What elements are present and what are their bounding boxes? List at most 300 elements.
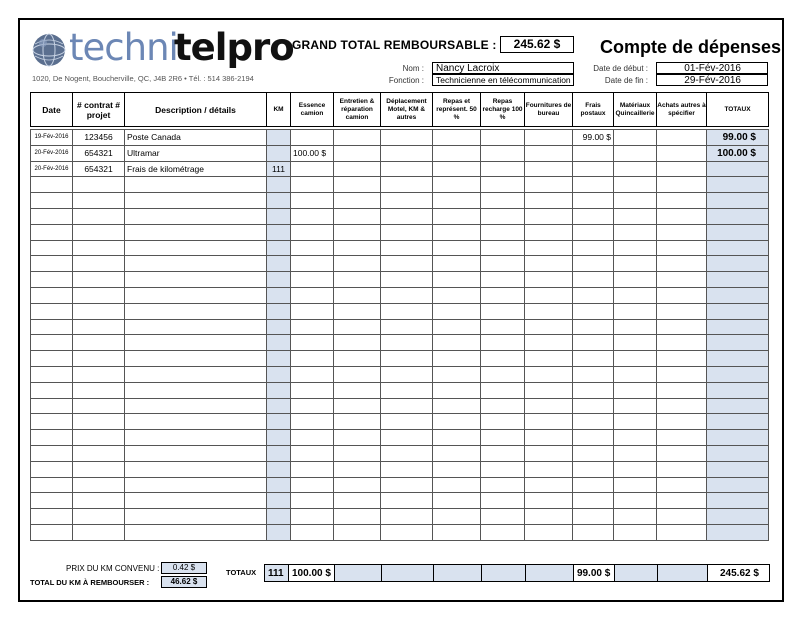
- cell-contrat[interactable]: [73, 398, 125, 414]
- cell-date[interactable]: [31, 509, 73, 525]
- cell-repas-50[interactable]: [433, 193, 481, 209]
- cell-postaux[interactable]: [573, 272, 614, 288]
- cell-essence[interactable]: [291, 493, 334, 509]
- cell-fournitures[interactable]: [525, 161, 573, 177]
- cell-repas-50[interactable]: [433, 398, 481, 414]
- cell-postaux[interactable]: [573, 398, 614, 414]
- cell-essence[interactable]: [291, 445, 334, 461]
- cell-totaux[interactable]: [707, 224, 769, 240]
- cell-description[interactable]: [125, 430, 267, 446]
- cell-repas-50[interactable]: [433, 382, 481, 398]
- cell-date[interactable]: [31, 208, 73, 224]
- cell-deplacement[interactable]: [381, 240, 433, 256]
- cell-fournitures[interactable]: [525, 335, 573, 351]
- cell-achats[interactable]: [657, 414, 707, 430]
- cell-km[interactable]: [267, 351, 291, 367]
- cell-deplacement[interactable]: [381, 161, 433, 177]
- cell-km[interactable]: [267, 303, 291, 319]
- cell-essence[interactable]: [291, 319, 334, 335]
- cell-deplacement[interactable]: [381, 145, 433, 161]
- cell-fournitures[interactable]: [525, 351, 573, 367]
- cell-totaux[interactable]: [707, 161, 769, 177]
- cell-contrat[interactable]: [73, 445, 125, 461]
- cell-postaux[interactable]: [573, 193, 614, 209]
- cell-materiaux[interactable]: [614, 398, 657, 414]
- cell-totaux[interactable]: [707, 351, 769, 367]
- cell-deplacement[interactable]: [381, 303, 433, 319]
- cell-fournitures[interactable]: [525, 319, 573, 335]
- cell-description[interactable]: [125, 351, 267, 367]
- cell-materiaux[interactable]: [614, 240, 657, 256]
- cell-repas-100[interactable]: [481, 240, 525, 256]
- cell-entretien[interactable]: [334, 351, 381, 367]
- cell-description[interactable]: [125, 477, 267, 493]
- cell-date[interactable]: [31, 224, 73, 240]
- cell-repas-50[interactable]: [433, 477, 481, 493]
- cell-totaux[interactable]: [707, 177, 769, 193]
- cell-achats[interactable]: [657, 335, 707, 351]
- cell-repas-50[interactable]: [433, 461, 481, 477]
- cell-km[interactable]: [267, 366, 291, 382]
- cell-entretien[interactable]: [334, 303, 381, 319]
- cell-totaux[interactable]: [707, 430, 769, 446]
- cell-date[interactable]: [31, 303, 73, 319]
- cell-km[interactable]: [267, 208, 291, 224]
- cell-km[interactable]: [267, 335, 291, 351]
- cell-essence[interactable]: [291, 272, 334, 288]
- cell-repas-50[interactable]: [433, 224, 481, 240]
- cell-repas-100[interactable]: [481, 382, 525, 398]
- cell-contrat[interactable]: [73, 256, 125, 272]
- cell-date[interactable]: [31, 351, 73, 367]
- cell-contrat[interactable]: [73, 287, 125, 303]
- cell-repas-100[interactable]: [481, 319, 525, 335]
- cell-essence[interactable]: [291, 224, 334, 240]
- cell-deplacement[interactable]: [381, 272, 433, 288]
- cell-deplacement[interactable]: [381, 382, 433, 398]
- cell-description[interactable]: [125, 256, 267, 272]
- cell-totaux[interactable]: [707, 319, 769, 335]
- cell-repas-100[interactable]: [481, 398, 525, 414]
- cell-fournitures[interactable]: [525, 524, 573, 540]
- cell-entretien[interactable]: [334, 208, 381, 224]
- cell-deplacement[interactable]: [381, 208, 433, 224]
- cell-description[interactable]: [125, 319, 267, 335]
- cell-fournitures[interactable]: [525, 414, 573, 430]
- cell-totaux[interactable]: [707, 493, 769, 509]
- cell-deplacement[interactable]: [381, 335, 433, 351]
- cell-postaux[interactable]: [573, 240, 614, 256]
- cell-materiaux[interactable]: [614, 208, 657, 224]
- cell-date[interactable]: [31, 272, 73, 288]
- cell-totaux[interactable]: [707, 414, 769, 430]
- cell-entretien[interactable]: [334, 224, 381, 240]
- cell-description[interactable]: [125, 366, 267, 382]
- cell-postaux[interactable]: [573, 287, 614, 303]
- cell-materiaux[interactable]: [614, 509, 657, 525]
- cell-deplacement[interactable]: [381, 177, 433, 193]
- cell-essence[interactable]: [291, 461, 334, 477]
- cell-essence[interactable]: [291, 524, 334, 540]
- cell-repas-50[interactable]: [433, 161, 481, 177]
- cell-deplacement[interactable]: [381, 351, 433, 367]
- cell-km[interactable]: [267, 145, 291, 161]
- cell-km[interactable]: [267, 130, 291, 146]
- cell-repas-100[interactable]: [481, 335, 525, 351]
- cell-km[interactable]: [267, 524, 291, 540]
- cell-achats[interactable]: [657, 461, 707, 477]
- cell-description[interactable]: [125, 382, 267, 398]
- cell-repas-50[interactable]: [433, 509, 481, 525]
- cell-totaux[interactable]: [707, 382, 769, 398]
- cell-postaux[interactable]: [573, 335, 614, 351]
- cell-date[interactable]: [31, 177, 73, 193]
- cell-totaux[interactable]: [707, 240, 769, 256]
- cell-km[interactable]: [267, 319, 291, 335]
- cell-repas-50[interactable]: [433, 351, 481, 367]
- cell-date[interactable]: [31, 398, 73, 414]
- cell-totaux[interactable]: [707, 287, 769, 303]
- cell-fournitures[interactable]: [525, 177, 573, 193]
- cell-repas-100[interactable]: [481, 272, 525, 288]
- cell-fournitures[interactable]: [525, 240, 573, 256]
- cell-totaux[interactable]: 100.00 $: [707, 145, 769, 161]
- cell-entretien[interactable]: [334, 319, 381, 335]
- cell-fournitures[interactable]: [525, 366, 573, 382]
- cell-km[interactable]: [267, 193, 291, 209]
- cell-essence[interactable]: [291, 208, 334, 224]
- cell-entretien[interactable]: [334, 445, 381, 461]
- cell-date[interactable]: 20-Fév-2016: [31, 145, 73, 161]
- cell-description[interactable]: Poste Canada: [125, 130, 267, 146]
- cell-materiaux[interactable]: [614, 445, 657, 461]
- cell-repas-100[interactable]: [481, 256, 525, 272]
- cell-km[interactable]: [267, 398, 291, 414]
- cell-contrat[interactable]: [73, 493, 125, 509]
- cell-achats[interactable]: [657, 193, 707, 209]
- cell-entretien[interactable]: [334, 272, 381, 288]
- cell-description[interactable]: [125, 398, 267, 414]
- cell-achats[interactable]: [657, 208, 707, 224]
- cell-repas-100[interactable]: [481, 193, 525, 209]
- cell-repas-50[interactable]: [433, 208, 481, 224]
- cell-km[interactable]: [267, 414, 291, 430]
- cell-entretien[interactable]: [334, 240, 381, 256]
- cell-deplacement[interactable]: [381, 430, 433, 446]
- cell-fournitures[interactable]: [525, 193, 573, 209]
- cell-contrat[interactable]: [73, 177, 125, 193]
- cell-contrat[interactable]: [73, 272, 125, 288]
- cell-repas-50[interactable]: [433, 335, 481, 351]
- cell-contrat[interactable]: [73, 382, 125, 398]
- cell-repas-50[interactable]: [433, 430, 481, 446]
- cell-essence[interactable]: [291, 351, 334, 367]
- cell-postaux[interactable]: [573, 382, 614, 398]
- cell-contrat[interactable]: [73, 335, 125, 351]
- cell-contrat[interactable]: [73, 303, 125, 319]
- cell-repas-100[interactable]: [481, 524, 525, 540]
- cell-totaux[interactable]: [707, 335, 769, 351]
- cell-materiaux[interactable]: [614, 287, 657, 303]
- cell-materiaux[interactable]: [614, 319, 657, 335]
- cell-repas-50[interactable]: [433, 256, 481, 272]
- cell-repas-100[interactable]: [481, 430, 525, 446]
- cell-entretien[interactable]: [334, 493, 381, 509]
- cell-entretien[interactable]: [334, 177, 381, 193]
- cell-postaux[interactable]: [573, 509, 614, 525]
- cell-repas-100[interactable]: [481, 224, 525, 240]
- cell-repas-100[interactable]: [481, 145, 525, 161]
- cell-repas-100[interactable]: [481, 303, 525, 319]
- cell-fournitures[interactable]: [525, 224, 573, 240]
- cell-contrat[interactable]: [73, 461, 125, 477]
- cell-materiaux[interactable]: [614, 366, 657, 382]
- cell-postaux[interactable]: [573, 319, 614, 335]
- cell-achats[interactable]: [657, 509, 707, 525]
- cell-date[interactable]: [31, 524, 73, 540]
- cell-entretien[interactable]: [334, 130, 381, 146]
- cell-deplacement[interactable]: [381, 224, 433, 240]
- cell-fournitures[interactable]: [525, 430, 573, 446]
- cell-essence[interactable]: [291, 477, 334, 493]
- cell-essence[interactable]: [291, 398, 334, 414]
- cell-essence[interactable]: 100.00 $: [291, 145, 334, 161]
- cell-date[interactable]: 19-Fév-2016: [31, 130, 73, 146]
- cell-achats[interactable]: [657, 366, 707, 382]
- cell-date[interactable]: [31, 461, 73, 477]
- cell-repas-100[interactable]: [481, 493, 525, 509]
- cell-deplacement[interactable]: [381, 493, 433, 509]
- cell-contrat[interactable]: [73, 366, 125, 382]
- cell-contrat[interactable]: [73, 319, 125, 335]
- cell-postaux[interactable]: [573, 461, 614, 477]
- cell-totaux[interactable]: [707, 366, 769, 382]
- cell-totaux[interactable]: [707, 445, 769, 461]
- cell-entretien[interactable]: [334, 145, 381, 161]
- cell-description[interactable]: [125, 445, 267, 461]
- cell-date[interactable]: [31, 382, 73, 398]
- cell-km[interactable]: [267, 287, 291, 303]
- cell-repas-50[interactable]: [433, 145, 481, 161]
- cell-description[interactable]: [125, 461, 267, 477]
- cell-postaux[interactable]: [573, 445, 614, 461]
- cell-fournitures[interactable]: [525, 398, 573, 414]
- cell-essence[interactable]: [291, 287, 334, 303]
- cell-postaux[interactable]: [573, 414, 614, 430]
- cell-description[interactable]: [125, 493, 267, 509]
- cell-km[interactable]: [267, 177, 291, 193]
- cell-repas-50[interactable]: [433, 177, 481, 193]
- cell-essence[interactable]: [291, 335, 334, 351]
- cell-entretien[interactable]: [334, 430, 381, 446]
- cell-fournitures[interactable]: [525, 477, 573, 493]
- cell-materiaux[interactable]: [614, 193, 657, 209]
- cell-km[interactable]: 111: [267, 161, 291, 177]
- cell-fournitures[interactable]: [525, 303, 573, 319]
- cell-fournitures[interactable]: [525, 208, 573, 224]
- cell-repas-50[interactable]: [433, 366, 481, 382]
- cell-km[interactable]: [267, 382, 291, 398]
- cell-deplacement[interactable]: [381, 461, 433, 477]
- cell-repas-50[interactable]: [433, 240, 481, 256]
- cell-description[interactable]: [125, 524, 267, 540]
- cell-achats[interactable]: [657, 524, 707, 540]
- cell-description[interactable]: [125, 335, 267, 351]
- cell-materiaux[interactable]: [614, 161, 657, 177]
- cell-achats[interactable]: [657, 287, 707, 303]
- cell-date[interactable]: [31, 256, 73, 272]
- cell-entretien[interactable]: [334, 382, 381, 398]
- cell-essence[interactable]: [291, 177, 334, 193]
- cell-fournitures[interactable]: [525, 287, 573, 303]
- cell-essence[interactable]: [291, 414, 334, 430]
- cell-entretien[interactable]: [334, 509, 381, 525]
- cell-deplacement[interactable]: [381, 524, 433, 540]
- cell-repas-50[interactable]: [433, 130, 481, 146]
- cell-contrat[interactable]: [73, 208, 125, 224]
- cell-totaux[interactable]: [707, 193, 769, 209]
- cell-date[interactable]: [31, 335, 73, 351]
- cell-essence[interactable]: [291, 509, 334, 525]
- cell-description[interactable]: Ultramar: [125, 145, 267, 161]
- cell-materiaux[interactable]: [614, 224, 657, 240]
- cell-deplacement[interactable]: [381, 509, 433, 525]
- cell-achats[interactable]: [657, 319, 707, 335]
- cell-achats[interactable]: [657, 351, 707, 367]
- cell-postaux[interactable]: [573, 161, 614, 177]
- cell-repas-100[interactable]: [481, 414, 525, 430]
- cell-materiaux[interactable]: [614, 414, 657, 430]
- cell-entretien[interactable]: [334, 477, 381, 493]
- cell-fournitures[interactable]: [525, 493, 573, 509]
- cell-achats[interactable]: [657, 145, 707, 161]
- cell-achats[interactable]: [657, 161, 707, 177]
- cell-postaux[interactable]: [573, 303, 614, 319]
- cell-date[interactable]: [31, 477, 73, 493]
- cell-totaux[interactable]: 99.00 $: [707, 130, 769, 146]
- cell-km[interactable]: [267, 256, 291, 272]
- fonction-field[interactable]: Technicienne en télécommunication: [432, 74, 574, 86]
- cell-date[interactable]: [31, 240, 73, 256]
- cell-km[interactable]: [267, 224, 291, 240]
- cell-postaux[interactable]: [573, 145, 614, 161]
- cell-km[interactable]: [267, 430, 291, 446]
- cell-repas-50[interactable]: [433, 445, 481, 461]
- cell-essence[interactable]: [291, 240, 334, 256]
- cell-achats[interactable]: [657, 256, 707, 272]
- cell-achats[interactable]: [657, 493, 707, 509]
- cell-essence[interactable]: [291, 256, 334, 272]
- cell-contrat[interactable]: [73, 430, 125, 446]
- cell-km[interactable]: [267, 509, 291, 525]
- cell-materiaux[interactable]: [614, 524, 657, 540]
- cell-date[interactable]: [31, 493, 73, 509]
- cell-km[interactable]: [267, 493, 291, 509]
- cell-description[interactable]: [125, 287, 267, 303]
- cell-deplacement[interactable]: [381, 193, 433, 209]
- cell-postaux[interactable]: [573, 351, 614, 367]
- cell-repas-100[interactable]: [481, 130, 525, 146]
- cell-materiaux[interactable]: [614, 335, 657, 351]
- prix-km-field[interactable]: 0.42 $: [161, 562, 207, 574]
- cell-repas-100[interactable]: [481, 366, 525, 382]
- cell-essence[interactable]: [291, 430, 334, 446]
- cell-achats[interactable]: [657, 382, 707, 398]
- cell-achats[interactable]: [657, 224, 707, 240]
- cell-essence[interactable]: [291, 382, 334, 398]
- cell-materiaux[interactable]: [614, 145, 657, 161]
- cell-entretien[interactable]: [334, 193, 381, 209]
- cell-contrat[interactable]: 123456: [73, 130, 125, 146]
- cell-totaux[interactable]: [707, 477, 769, 493]
- cell-description[interactable]: [125, 240, 267, 256]
- cell-deplacement[interactable]: [381, 477, 433, 493]
- cell-repas-100[interactable]: [481, 461, 525, 477]
- cell-repas-100[interactable]: [481, 351, 525, 367]
- cell-description[interactable]: [125, 303, 267, 319]
- cell-repas-100[interactable]: [481, 208, 525, 224]
- cell-totaux[interactable]: [707, 208, 769, 224]
- cell-repas-100[interactable]: [481, 445, 525, 461]
- cell-entretien[interactable]: [334, 461, 381, 477]
- date-fin-field[interactable]: 29-Fév-2016: [656, 74, 768, 86]
- cell-achats[interactable]: [657, 445, 707, 461]
- cell-achats[interactable]: [657, 177, 707, 193]
- cell-repas-50[interactable]: [433, 524, 481, 540]
- cell-km[interactable]: [267, 445, 291, 461]
- cell-deplacement[interactable]: [381, 319, 433, 335]
- cell-entretien[interactable]: [334, 398, 381, 414]
- cell-entretien[interactable]: [334, 335, 381, 351]
- cell-km[interactable]: [267, 461, 291, 477]
- cell-date[interactable]: [31, 366, 73, 382]
- cell-km[interactable]: [267, 272, 291, 288]
- cell-entretien[interactable]: [334, 524, 381, 540]
- cell-fournitures[interactable]: [525, 145, 573, 161]
- cell-materiaux[interactable]: [614, 493, 657, 509]
- cell-materiaux[interactable]: [614, 477, 657, 493]
- cell-fournitures[interactable]: [525, 272, 573, 288]
- cell-totaux[interactable]: [707, 509, 769, 525]
- cell-contrat[interactable]: [73, 240, 125, 256]
- cell-description[interactable]: [125, 208, 267, 224]
- cell-totaux[interactable]: [707, 303, 769, 319]
- cell-date[interactable]: [31, 287, 73, 303]
- cell-date[interactable]: 20-Fév-2016: [31, 161, 73, 177]
- cell-date[interactable]: [31, 193, 73, 209]
- cell-totaux[interactable]: [707, 461, 769, 477]
- cell-fournitures[interactable]: [525, 461, 573, 477]
- cell-repas-50[interactable]: [433, 493, 481, 509]
- cell-achats[interactable]: [657, 430, 707, 446]
- cell-totaux[interactable]: [707, 398, 769, 414]
- cell-contrat[interactable]: [73, 509, 125, 525]
- cell-postaux[interactable]: [573, 177, 614, 193]
- cell-date[interactable]: [31, 445, 73, 461]
- cell-materiaux[interactable]: [614, 461, 657, 477]
- cell-fournitures[interactable]: [525, 445, 573, 461]
- cell-contrat[interactable]: 654321: [73, 145, 125, 161]
- cell-materiaux[interactable]: [614, 430, 657, 446]
- cell-essence[interactable]: [291, 161, 334, 177]
- cell-postaux[interactable]: [573, 493, 614, 509]
- cell-materiaux[interactable]: [614, 351, 657, 367]
- cell-deplacement[interactable]: [381, 366, 433, 382]
- cell-contrat[interactable]: [73, 477, 125, 493]
- cell-achats[interactable]: [657, 240, 707, 256]
- cell-contrat[interactable]: [73, 193, 125, 209]
- cell-achats[interactable]: [657, 303, 707, 319]
